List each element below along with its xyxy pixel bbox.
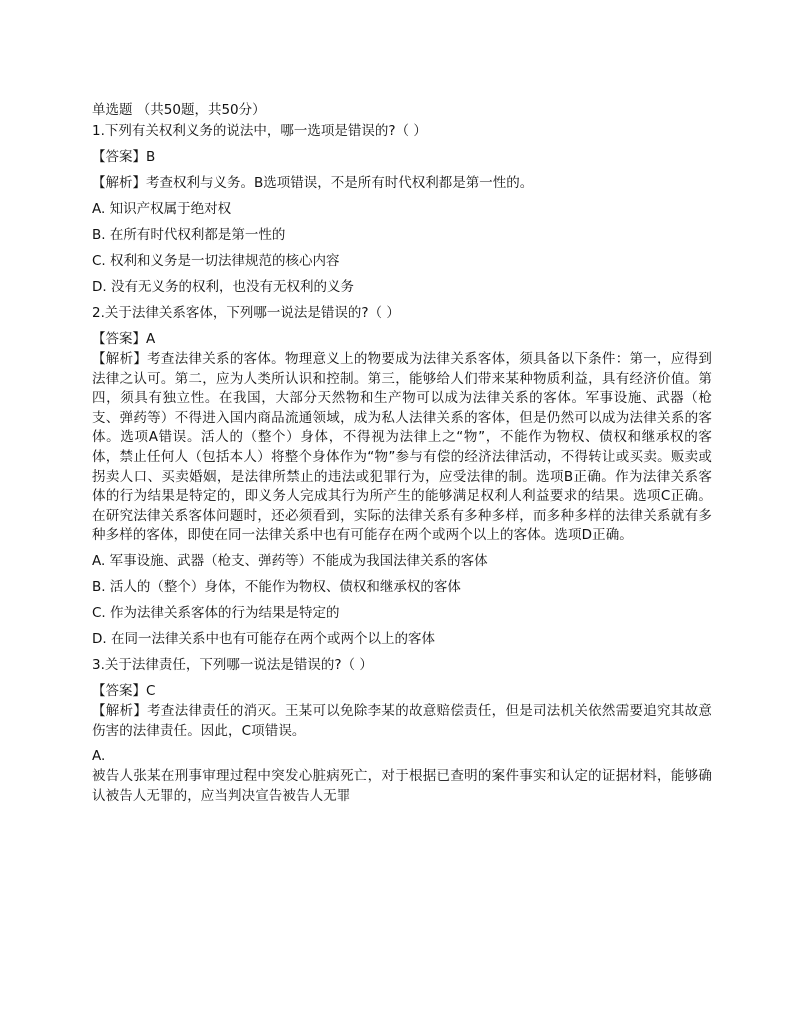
question-1-answer: 【答案】B [92,149,156,165]
question-2-option-b: B. 活人的（整个）身体，不能作为物权、债权和继承权的客体 [92,578,461,595]
question-3-option-a-label: A. [92,748,106,765]
question-2-answer: 【答案】A [92,331,156,347]
question-3-option-a-text: 被告人张某在刑事审理过程中突发心脏病死亡，对于根据已查明的案件事实和认定的证据材料，能够确认被告人无罪的，应当判决宣告被告人无罪 [92,768,712,804]
question-1-stem: 1.下列有关权利义务的说法中，哪一选项是错误的?（ ） [92,123,427,139]
document-page [92,100,712,806]
question-2-option-c: C. 作为法律关系客体的行为结果是特定的 [92,604,340,621]
question-2-option-d: D. 在同一法律关系中也有可能存在两个或两个以上的客体 [92,630,435,647]
question-2-stem: 2.关于法律关系客体，下列哪一说法是错误的?（ ） [92,305,400,321]
question-2-analysis: 【解析】考查法律关系的客体。物理意义上的物要成为法律关系客体，须具备以下条件：第一，应得到法律之认可。第二，应为人类所认识和控制。第三，能够给人们带来某种物质利益，具有经济价值。第四，须具有独立性。在我国，大部分天然物和生产物可以成为法律关系的客体。军事设施、武器（枪支、弹药等）不得进入国内商品流通领域，成为私人法律关系的客体，但是仍然可以成为法律关系的客体。选项A错误。活人的（整个）身体，不得视为法律上之“物”，不能作为物权、债权和继承权的客体，禁止任何人（包括本人）将整个身体作为“物”参与有偿的经济法律活动，不得转让或买卖。贩卖或拐卖人口、买卖婚姻，是法律所禁止的违法或犯罪行为，应受法律的制。选项B正确。作为法律关系客体的行为结果是特定的，即义务人完成其行为所产生的能够满足权利人利益要求的结果。选项C正确。在研究法律关系客体问题时，还必须看到，实际的法律关系有多种多样，而多种多样的法律关系就有多种多样的客体，即使在同一法律关系中也有可能存在两个或两个以上的客体。选项D正确。 [92,351,712,544]
question-3-stem: 3.关于法律责任，下列哪一说法是错误的?（ ） [92,656,373,673]
question-2-option-a: A. 军事设施、武器（枪支、弹药等）不能成为我国法律关系的客体 [92,552,488,569]
question-1-option-c: C. 权利和义务是一切法律规范的核心内容 [92,253,340,269]
question-1-option-b: B. 在所有时代权利都是第一性的 [92,227,286,243]
question-1-option-d: D. 没有无义务的权利，也没有无权利的义务 [92,279,354,295]
question-3-analysis: 【解析】考查法律责任的消灭。王某可以免除李某的故意赔偿责任，但是司法机关依然需要追究其故意伤害的法律责任。因此，C项错误。 [92,702,712,739]
question-1-option-a: A. 知识产权属于绝对权 [92,201,232,217]
question-3-answer: 【答案】C [92,682,156,699]
question-1-analysis: 【解析】考查权利与义务。B选项错误，不是所有时代权利都是第一性的。 [92,175,534,191]
section-header: 单选题 （共50题，共50分） [92,102,266,118]
